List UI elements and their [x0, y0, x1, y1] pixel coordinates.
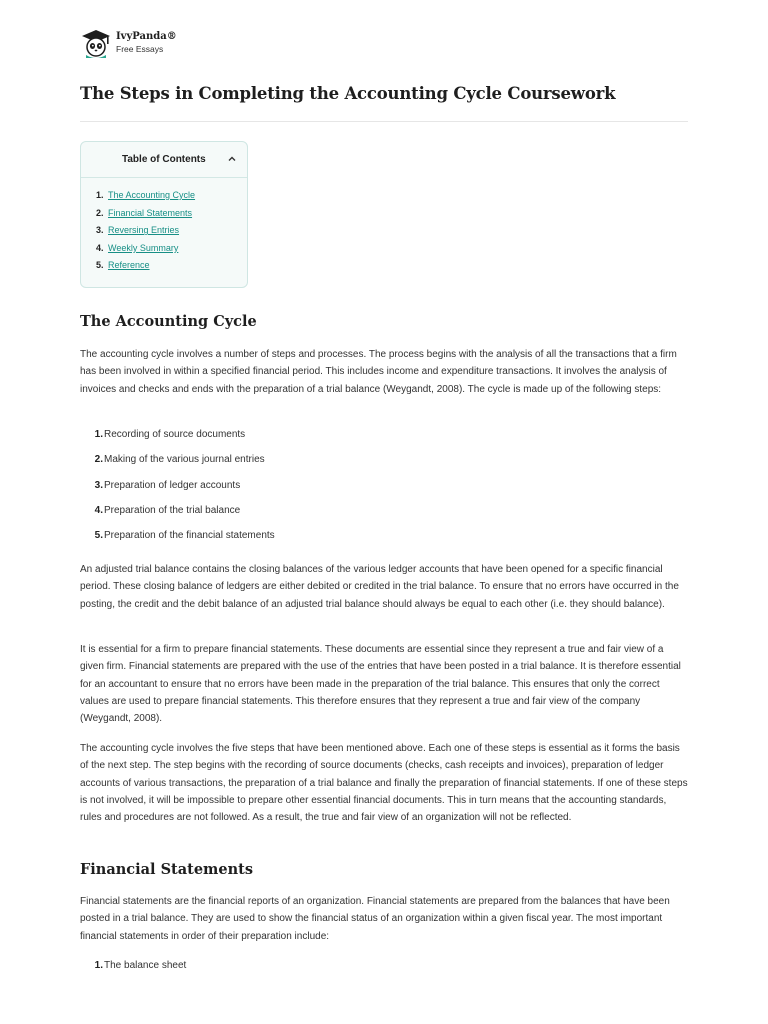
paragraph-financial-statements-importance: It is essential for a firm to prepare financial statements. These documents are essential since they represent a true and fair view of a given firm. Financial statements are prepared with the use of the entries that have been posted in a trial balance. It is therefore essential for an accountant to ensure that no errors have been made in the preparation of the trial balance. This ensures that only the correct values are used to prepare financial statements. This therefore ensures that they represent a true and fair view of the company (Weygandt, 2008).	[80, 644, 681, 725]
brand-logo[interactable]	[80, 28, 177, 58]
toc-item	[96, 189, 195, 207]
toc-item-number: 1.	[96, 190, 104, 200]
list-item-text: Preparation of the financial statements	[104, 530, 275, 542]
list-item	[80, 479, 275, 504]
chevron-up-icon[interactable]	[227, 154, 237, 164]
toc-link-financial-statements[interactable]: Financial Statements	[108, 207, 193, 218]
list-item-text: Recording of source documents	[104, 429, 246, 440]
page-title: The Steps in Completing the Accounting Cycle Coursework	[80, 84, 616, 103]
list-item-number: 3.	[94, 479, 103, 491]
list-item-number: 4.	[94, 504, 103, 516]
list-item	[80, 529, 275, 554]
paragraph-five-steps: The accounting cycle involves the five steps that have been mentioned above. Each one of these steps is essential as it forms the basis of the next step. The step begins with the recording of source documents (checks, cash receipts and invoices), preparation of ledger accounts of various transactions, the preparation of a trial balance and finally the preparation of financial statements. If one of these steps is not involved, it will be impossible to prepare other essential financial documents. This in turn means that the accounting standards, rules and procedures are not followed. As a result, the true and fair view of an organization will not be reflected.	[80, 743, 688, 824]
brand-tagline: Free Essays	[116, 44, 164, 55]
list-item	[80, 504, 275, 529]
toc-link-reference[interactable]: Reference	[108, 260, 150, 271]
toc-item	[96, 242, 195, 260]
toc-header[interactable]	[81, 142, 247, 178]
list-item-number: 5.	[94, 530, 103, 542]
toc-link-accounting-cycle[interactable]: The Accounting Cycle	[108, 190, 196, 200]
toc-item-number: 4.	[96, 242, 104, 253]
panda-mascot-icon	[80, 28, 112, 58]
steps-list	[80, 428, 275, 554]
list-item-number: 2.	[94, 454, 103, 466]
toc-title: Table of Contents	[122, 154, 206, 165]
list-item-text: Preparation of the trial balance	[104, 504, 241, 516]
toc-item	[96, 207, 195, 225]
section-heading-accounting-cycle: The Accounting Cycle	[80, 313, 257, 330]
toc-item	[96, 259, 195, 277]
toc-list	[96, 189, 195, 277]
toc-item-number: 2.	[96, 207, 104, 218]
toc-link-reversing-entries[interactable]: Reversing Entries	[108, 225, 180, 236]
toc-link-weekly-summary[interactable]: Weekly Summary	[108, 242, 179, 253]
list-item	[80, 428, 275, 453]
list-item	[80, 959, 186, 984]
paragraph-financial-statements-intro: Financial statements are the financial reports of an organization. Financial statements are prepared from the balances that have been posted in a trial balance. They are used to show the financial status of an organization within a given fiscal year. The most important financial statements in order of their preparation include:	[80, 896, 670, 942]
toc-item-number: 5.	[96, 260, 104, 271]
brand-name: IvyPanda®	[116, 31, 177, 43]
toc-item-number: 3.	[96, 225, 104, 236]
list-item-number: 1.	[94, 429, 103, 440]
section-heading-financial-statements: Financial Statements	[80, 861, 254, 878]
toc-item	[96, 224, 195, 242]
table-of-contents	[80, 141, 248, 288]
list-item-number: 1.	[94, 960, 103, 971]
title-divider	[80, 121, 688, 122]
paragraph-intro: The accounting cycle involves a number of steps and processes. The process begins with the analysis of all the transactions that a firm has been involved in within a specified financial period. This includes income and expenditure transactions. It involves the analysis of invoices and checks and ends with the preparation of a trial balance (Weygandt, 2008). The cycle is made up of the following steps:	[80, 349, 677, 395]
list-item	[80, 453, 275, 478]
list-item-text: Making of the various journal entries	[104, 454, 265, 466]
financial-statements-list	[80, 959, 186, 984]
list-item-text: Preparation of ledger accounts	[104, 479, 241, 491]
list-item-text: The balance sheet	[104, 960, 187, 971]
paragraph-adjusted-trial-balance: An adjusted trial balance contains the closing balances of the various ledger accounts that have been opened for a specific financial period. These closing balance of ledgers are either debited or credited in the trial balance. To ensure that no errors have occurred in the posting, the credit and the debit balance of an adjusted trial balance should always be equal to each other (i.e. they should balance).	[80, 564, 679, 610]
